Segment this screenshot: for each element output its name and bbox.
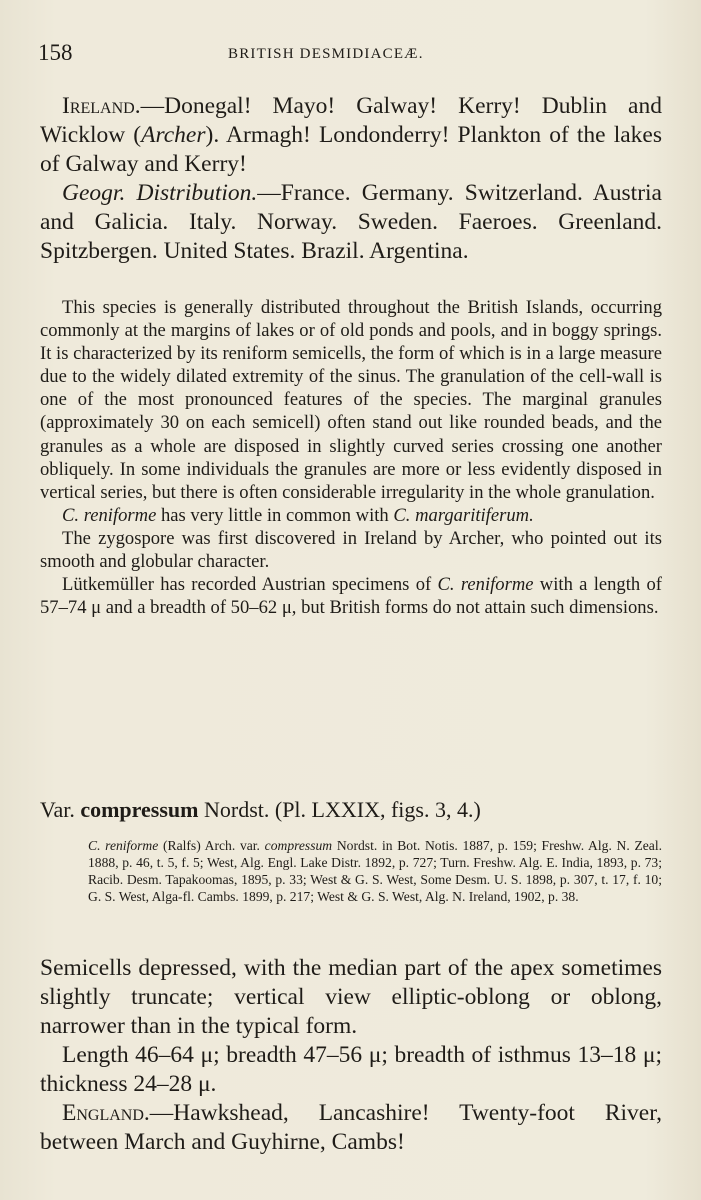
ireland-localities: [40, 92, 662, 179]
running-head: BRITISH DESMIDIACEÆ.: [228, 46, 424, 62]
variety-description: [40, 954, 662, 1157]
ireland-label: Ireland.: [62, 93, 141, 119]
species-name: C. margaritiferum.: [393, 504, 534, 526]
species-name: C. reniforme: [88, 838, 159, 853]
reference-text: Nordst. in Bot. Notis. 1887, p. 159; Freshw. Alg. N. Zeal. 1888, p. 46, t. 5, f. 5; West, Alg. Engl. Lake Distr. 1892, p. 727; Turn. Freshw. Alg. E. India, 1893, p. 73; Racib. Desm. Tapakoomas, 1895, p. 33; West & G. S. West, Some Desm. U. S. 1898, p. 307, t. 17, f. 10; G. S. West, Alga-fl. Cambs. 1899, p. 217; West & G. S. West, Alg. N. Ireland, 1902, p. 38.: [88, 838, 663, 904]
variety-name-ref: compressum: [264, 838, 333, 853]
reference-text: (Ralfs) Arch. var.: [158, 838, 265, 853]
reference-list: [88, 838, 662, 906]
measurements: Length 46–64 μ; breadth 47–56 μ; breadth of isthmus 13–18 μ; thickness 24–28 μ.: [40, 1042, 662, 1097]
variety-authority: Nordst. (Pl. LXXIX, figs. 3, 4.): [198, 797, 481, 822]
species-name: C. reniforme: [62, 504, 157, 526]
geogr-text: —France. Germany. Switzerland. Austria and Galicia. Italy. Norway. Sweden. Faeroes. Greenland. Spitzbergen. United States. Brazil. Argentina.: [40, 180, 662, 264]
discussion-paragraph-2: [40, 504, 662, 527]
discussion-text: has very little in common with: [156, 504, 394, 526]
england-label: England.: [62, 1100, 150, 1126]
discussion-paragraph-1: This species is generally distributed throughout the British Islands, occurring commonly at the margins of lakes or of old ponds and pools, and in boggy springs. It is characterized by its reniform semicells, the form of which is in a large measure due to the widely dilated extremity of the sinus. The granulation of the cell-wall is one of the most pronounced features of the species. The marginal granules (approximately 30 on each semicell) often stand out like rounded beads, and the granules as a whole are disposed in slightly curved series crossing one another obliquely. In some individuals the granules are more or less evidently disposed in vertical series, but there is often considerable irregularity in the whole granulation.: [40, 297, 662, 503]
synonymy-references: [88, 838, 662, 906]
geogr-label: Geogr. Distribution.: [62, 180, 258, 206]
page-number: 158: [38, 40, 73, 65]
geographic-distribution: [40, 179, 662, 266]
england-localities: [40, 1099, 662, 1157]
archer-citation: Archer: [141, 122, 206, 148]
species-discussion: [40, 296, 662, 619]
england-text: —Hawkshead, Lancashire! Twenty-foot River, between March and Guyhirne, Cambs!: [40, 1100, 662, 1155]
page-header: [38, 40, 678, 70]
species-name: C. reniforme: [437, 574, 534, 596]
discussion-paragraph-3: The zygospore was first discovered in Ireland by Archer, who pointed out its smooth and globular character.: [40, 527, 662, 573]
distribution-section: [40, 92, 662, 266]
discussion-text: with a length of 57–74 μ and a breadth of 50–62 μ, but British forms do not attain such dimensions.: [40, 574, 662, 619]
variety-name: compressum: [80, 797, 199, 822]
discussion-paragraph-4: [40, 573, 662, 619]
discussion-text: Lütkemüller has recorded Austrian specimens of: [62, 574, 438, 596]
ireland-text-2: ). Armagh! Londonderry! Plankton of the lakes of Galway and Kerry!: [40, 122, 662, 177]
variety-heading: [40, 797, 662, 823]
description-paragraph: Semicells depressed, with the median part of the apex sometimes slightly truncate; vertical view elliptic-oblong or oblong, narrower than in the typical form.: [40, 955, 662, 1039]
ireland-text: —Donegal! Mayo! Galway! Kerry! Dublin and Wicklow (: [40, 93, 662, 148]
variety-prefix: Var.: [40, 797, 81, 822]
